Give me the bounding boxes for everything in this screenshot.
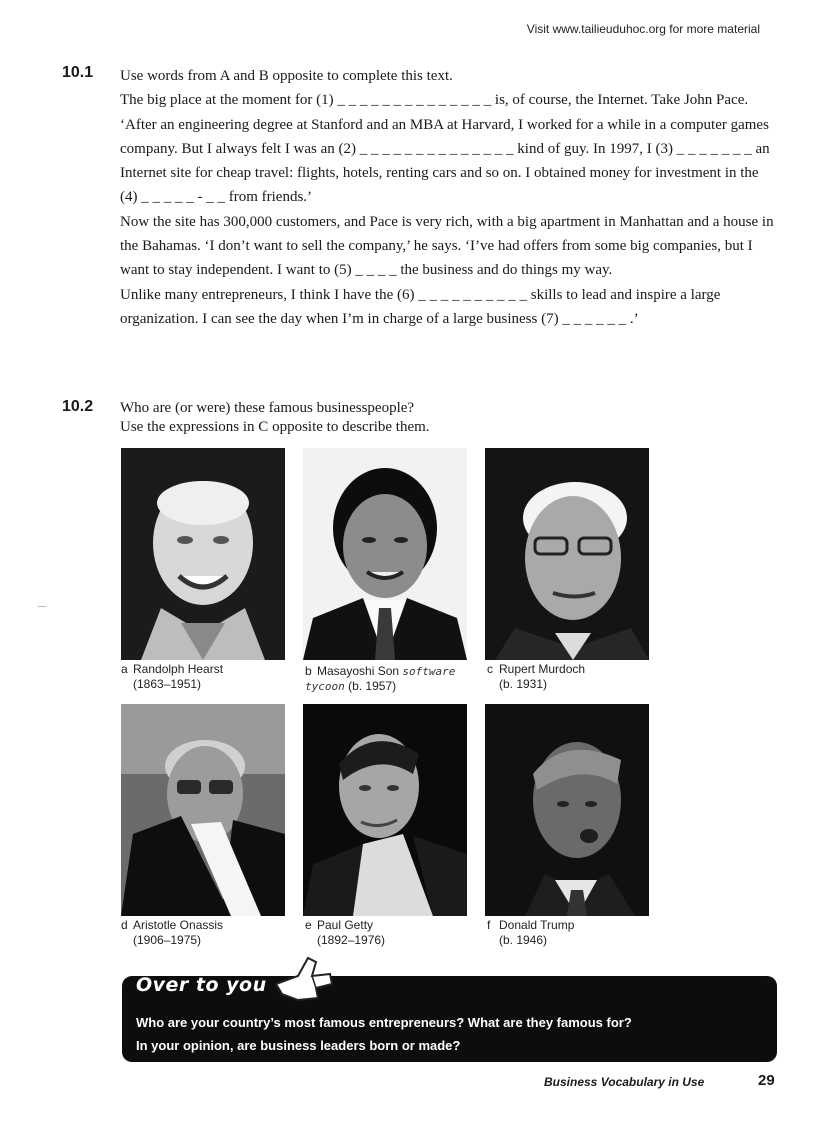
margin-mark (38, 606, 46, 607)
over-to-you-question-1: Who are your country’s most famous entrepreneurs? What are they famous for? (136, 1015, 632, 1030)
caption-years: (b. 1957) (348, 679, 397, 693)
photo-donald-trump (485, 704, 649, 916)
header-note: Visit www.tailieuduhoc.org for more material (526, 22, 760, 36)
caption-name: Masayoshi Son (317, 664, 400, 678)
caption-years: (b. 1946) (499, 933, 548, 947)
caption-name: Aristotle Onassis (133, 918, 224, 932)
exercise-10-2-body (120, 399, 775, 437)
caption-letter: f (487, 918, 491, 932)
caption-letter: e (305, 918, 312, 932)
footer-page-number: 29 (758, 1072, 775, 1089)
over-to-you-question-2: In your opinion, are business leaders born or made? (136, 1038, 461, 1053)
caption-b (305, 664, 475, 694)
photo-randolph-hearst (121, 448, 285, 660)
exercise-10-1-paragraph-1: The big place at the moment for (1) _ _ _ _ _ _ _ _ _ _ _ _ _ _ is, of course, the Internet. Take John Pace. ‘After an engineering degree at Stanford and an MBA at Harvard, I worked for a while in a computer games company. But I always felt I was an (2) _ _ _ _ _ _ _ _ _ _ _ _ _ _ kind of guy. In 1997, I (3) _ _ _ _ _ _ _ an Internet site for cheap travel: flights, hotels, renting cars and so on. I obtained money for investment in the (4) _ _ _ _ _ - _ _ from friends.’ (120, 92, 770, 206)
photo-masayoshi-son (303, 448, 467, 660)
caption-c (487, 662, 667, 692)
caption-e (305, 918, 485, 948)
exercise-number-10-1: 10.1 (62, 64, 94, 81)
over-to-you-title: Over to you (136, 974, 267, 996)
caption-years: (1892–1976) (317, 933, 386, 947)
caption-years: (b. 1931) (499, 677, 548, 691)
caption-d (121, 918, 301, 948)
caption-letter: c (487, 662, 493, 676)
exercise-10-2-question: Who are (or were) these famous businesspeople? (120, 400, 415, 416)
over-to-you-questions (136, 1011, 766, 1057)
caption-letter: b (305, 664, 312, 678)
caption-f (487, 918, 667, 948)
caption-letter: d (121, 918, 128, 932)
exercise-10-1-paragraph-2: Now the site has 300,000 customers, and Pace is very rich, with a big apartment in Manhattan and a house in the Bahamas. ‘I don’t want to sell the company,’ he says. ‘I’ve had offers from some big companies, but I want to stay independent. I want to (5) _ _ _ _ the business and do things my way. (120, 213, 774, 279)
caption-a (121, 662, 301, 692)
caption-years: (1906–1975) (133, 933, 202, 947)
exercise-10-2-instruction: Use the expressions in C opposite to describe them. (120, 419, 430, 435)
exercise-10-1-paragraph-3: Unlike many entrepreneurs, I think I have the (6) _ _ _ _ _ _ _ _ _ _ skills to lead and inspire a large organization. I can see the day when I’m in charge of a large business (7) _ _ _ _ _ _ .’ (120, 286, 721, 327)
photo-paul-getty (303, 704, 467, 916)
pointing-hand-icon (268, 954, 338, 1004)
caption-name: Randolph Hearst (133, 662, 224, 676)
exercise-10-1-body (120, 64, 775, 331)
footer-book-title: Business Vocabulary in Use (544, 1075, 705, 1089)
caption-name: Rupert Murdoch (499, 662, 586, 676)
handwritten-answer: software tycoon (305, 665, 456, 693)
caption-name: Paul Getty (317, 918, 374, 932)
photo-rupert-murdoch (485, 448, 649, 660)
caption-name: Donald Trump (499, 918, 575, 932)
caption-years: (1863–1951) (133, 677, 202, 691)
exercise-number-10-2: 10.2 (62, 398, 94, 415)
exercise-10-1-instruction: Use words from A and B opposite to complete this text. (120, 68, 453, 84)
photo-aristotle-onassis (121, 704, 285, 916)
caption-letter: a (121, 662, 128, 676)
